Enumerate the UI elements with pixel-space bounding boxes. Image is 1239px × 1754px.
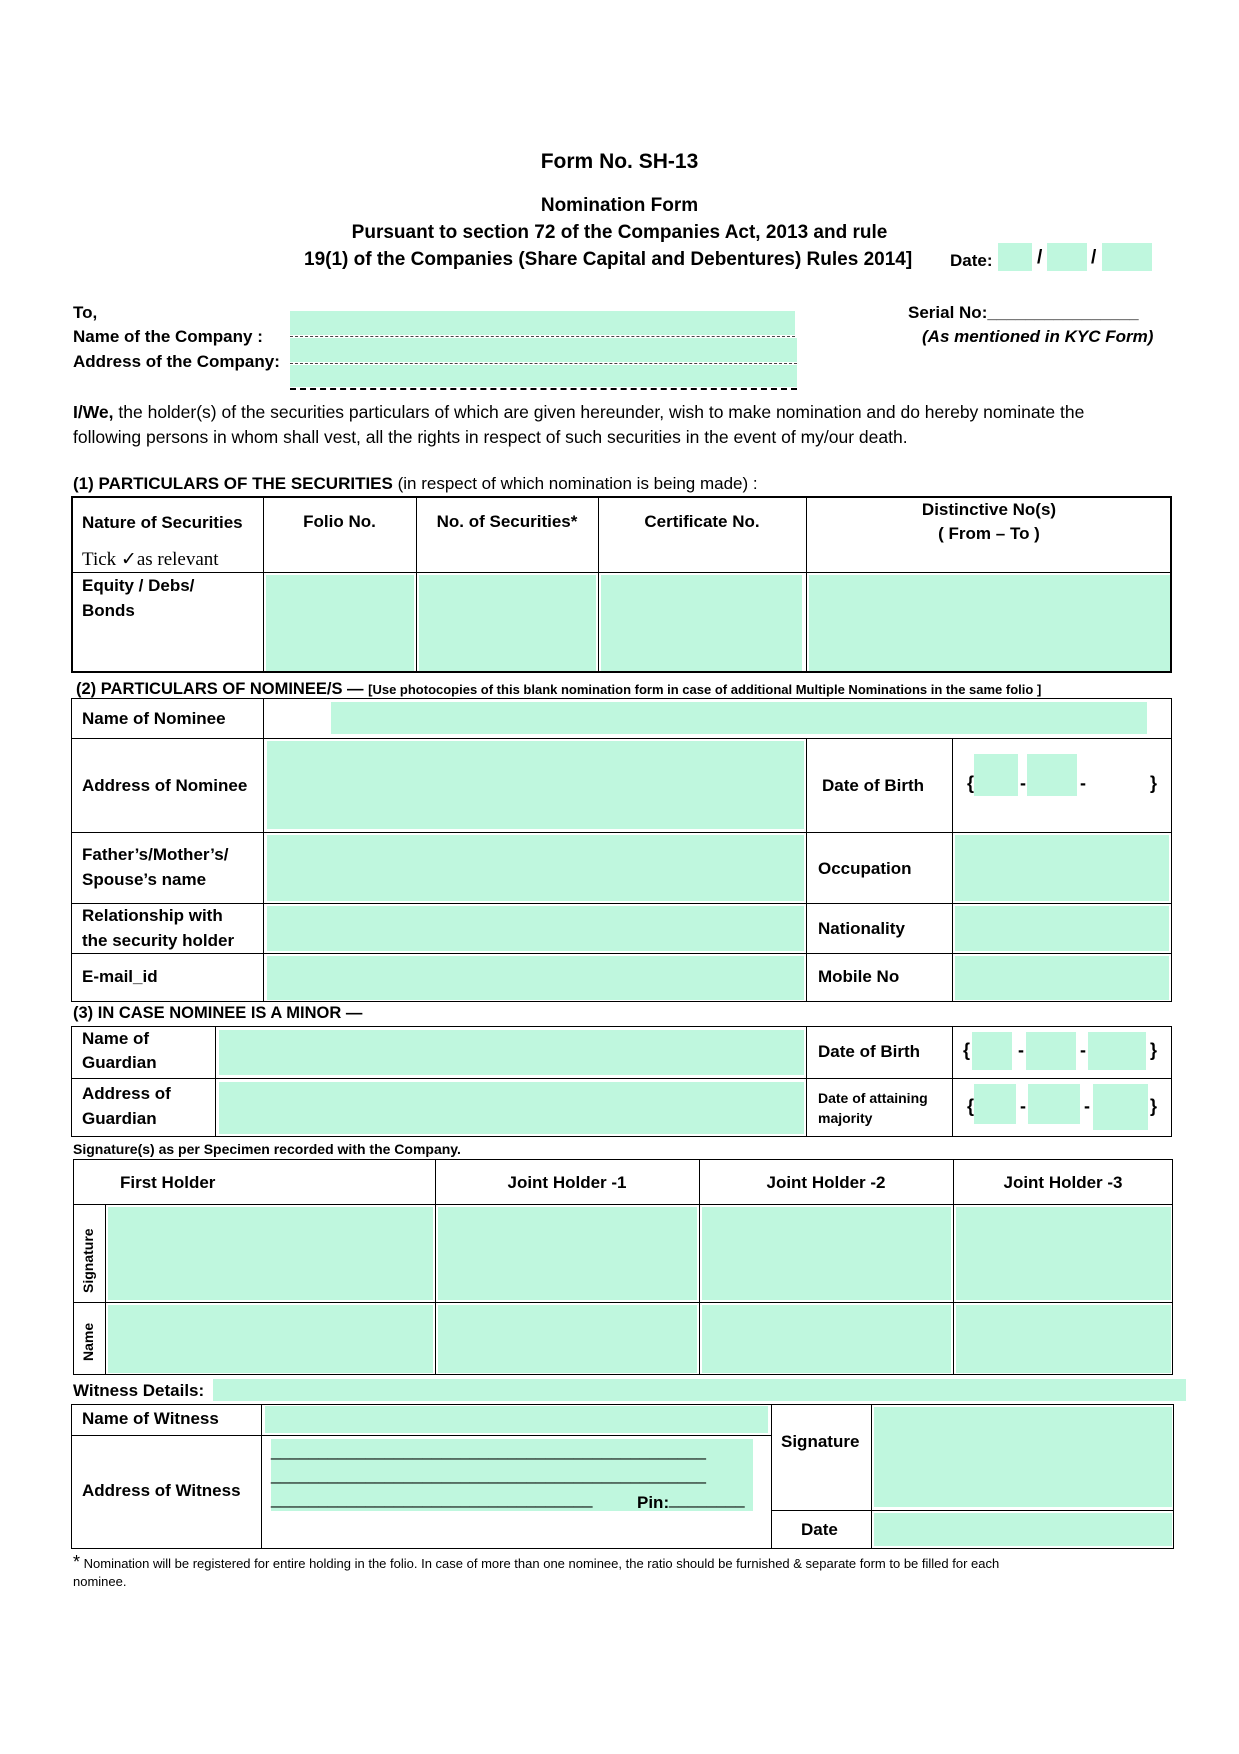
majority-month-field[interactable] [1028,1084,1080,1124]
nominee-address-label: Address of Nominee [82,776,248,795]
witness-date-field[interactable] [874,1513,1172,1546]
witness-name-label: Name of Witness [82,1409,219,1428]
company-address-label: Address of the Company: [73,352,280,371]
witness-address-line-2: ______________________________________________ [271,1465,706,1484]
minor-dob-year-field[interactable] [1088,1032,1146,1070]
col-distinctive-from-to: ( From – To ) [938,524,1040,543]
signature-note: Signature(s) as per Specimen recorded with the Company. [73,1141,461,1157]
witness-row-divider-right [771,1510,1174,1511]
form-title: Nomination Form [540,195,699,216]
intro-paragraph [73,400,1173,450]
relationship-label-1: Relationship with [82,906,223,925]
nominee-row-divider-2 [71,832,1172,833]
majority-dash-1: - [1020,1096,1026,1116]
witness-name-field[interactable] [265,1406,768,1433]
date-label: Date: [950,251,993,270]
witness-date-label: Date [801,1520,838,1539]
signature-row-divider-1 [73,1204,1173,1205]
section3-title: (3) IN CASE NOMINEE IS A MINOR — [73,1004,363,1022]
signature-row-divider-2 [73,1302,1173,1303]
email-field[interactable] [267,956,804,1000]
witness-signature-label: Signature [781,1432,860,1451]
witness-signature-field[interactable] [874,1407,1172,1507]
intro-text: the holder(s) of the securities particulars of which are given hereunder, wish to make nomination and do hereby nominate the [113,402,1085,422]
joint-holder-2-signature-field[interactable] [702,1207,951,1300]
guardian-address-label-2: Guardian [82,1109,157,1128]
section1-title-bold: (1) PARTICULARS OF THE SECURITIES [73,474,393,493]
joint-holder-1-name-field[interactable] [438,1305,697,1373]
date-sep-1: / [1037,247,1043,268]
majority-brace-open: { [967,1096,975,1116]
col-no-of-securities: No. of Securities* [436,512,578,531]
folio-no-field[interactable] [266,575,414,671]
section2-title-note: [Use photocopies of this blank nomination form in case of additional Multiple Nominations in the same folio ] [368,682,1042,697]
witness-row-divider-left [71,1435,771,1436]
footnote-star: * [73,1552,81,1572]
distinctive-no-field[interactable] [809,575,1170,671]
form-number: Form No. SH-13 [540,150,699,173]
kyc-note: (As mentioned in KYC Form) [922,327,1154,346]
joint-holder-2-header: Joint Holder -2 [766,1173,886,1192]
to-label: To, [73,303,98,322]
company-name-field[interactable] [290,311,795,335]
majority-year-field[interactable] [1093,1084,1148,1130]
nominee-col-divider-2 [806,738,807,1002]
minor-col-divider-2 [806,1026,807,1137]
minor-col-divider-1 [215,1026,216,1137]
col-folio-no: Folio No. [303,512,376,531]
name-row-label: Name [80,1322,96,1361]
majority-label-2: majority [818,1110,873,1126]
nominee-dob-day-field[interactable] [974,754,1018,796]
section2-title [76,678,1041,699]
date-day-field[interactable] [998,243,1032,271]
joint-holder-2-name-field[interactable] [702,1305,951,1373]
minor-dob-dash-2: - [1080,1040,1086,1060]
section1-title-rest: (in respect of which nomination is being made) : [392,474,758,493]
intro-bold: I/We, [73,402,114,422]
col-distinctive-no: Distinctive No(s) [921,500,1057,519]
witness-col-divider-1 [261,1404,262,1549]
mobile-label: Mobile No [818,967,900,986]
witness-title: Witness Details: [73,1381,205,1400]
first-holder-name-field[interactable] [108,1305,433,1373]
company-address-line-2 [290,388,797,390]
nominee-row-divider-4 [71,953,1172,954]
row-bonds: Bonds [82,601,135,620]
nominee-dob-dash-2: - [1080,773,1086,793]
majority-label-1: Date of attaining [818,1090,928,1106]
guardian-name-label-2: Guardian [82,1053,157,1072]
no-of-securities-field[interactable] [419,575,596,671]
minor-dob-month-field[interactable] [1026,1032,1076,1070]
row-equity-debs: Equity / Debs/ [82,576,195,595]
company-address-field-2[interactable] [290,365,797,387]
certificate-no-field[interactable] [601,575,802,671]
form-subtitle-2: 19(1) of the Companies (Share Capital and Debentures) Rules 2014] [304,249,913,270]
form-subtitle-1: Pursuant to section 72 of the Companies Act, 2013 and rule [351,222,888,243]
guardian-address-field[interactable] [219,1082,804,1134]
mobile-field[interactable] [955,956,1169,1000]
nominee-name-field[interactable] [331,702,1147,734]
majority-day-field[interactable] [974,1084,1016,1124]
witness-pin-label: Pin: [637,1493,670,1512]
witness-address-line-1: ______________________________________________ [271,1441,706,1460]
nominee-row-divider-1 [71,738,1172,739]
nationality-label: Nationality [818,919,905,938]
company-address-line-1 [290,363,797,364]
company-name-label: Name of the Company : [73,327,263,346]
first-holder-header: First Holder [120,1173,216,1192]
relationship-label-2: the security holder [82,931,235,950]
nominee-dob-label: Date of Birth [822,776,924,795]
witness-pin-line: ________ [669,1489,745,1508]
nominee-dob-month-field[interactable] [1027,754,1077,796]
signature-label-col-divider [105,1204,106,1375]
witness-address-label: Address of Witness [82,1481,241,1500]
tick-note: Tick ✓as relevant [82,549,219,570]
guardian-address-label-1: Address of [82,1084,171,1103]
witness-details-field[interactable] [213,1379,1186,1401]
joint-holder-1-header: Joint Holder -1 [507,1173,627,1192]
securities-row-divider [71,572,1172,573]
nominee-dob-brace-close: } [1150,773,1158,793]
nominee-address-field[interactable] [267,741,804,829]
minor-col-divider-3 [952,1026,953,1137]
witness-col-divider-2 [771,1404,772,1549]
first-holder-signature-field[interactable] [108,1207,433,1300]
parent-name-label-2: Spouse’s name [82,870,207,889]
guardian-name-label-1: Name of [82,1029,150,1048]
intro-text-2: following persons in whom shall vest, all the rights in respect of such securities in the event of my/our death. [73,427,908,447]
serial-number: Serial No:________________ [908,303,1139,322]
witness-address-line-3: __________________________________ [271,1489,593,1508]
nominee-dob-dash-1: - [1020,773,1026,793]
parent-name-field[interactable] [267,835,804,901]
col-nature-of-securities: Nature of Securities [82,513,243,532]
date-sep-2: / [1091,247,1097,268]
footnote-text: Nomination will be registered for entire holding in the folio. In case of more than one nominee, the ratio should be furnished & separate form to be filled for each [80,1556,1000,1571]
guardian-name-field[interactable] [219,1030,804,1075]
company-address-field[interactable] [290,338,797,362]
relationship-field[interactable] [267,906,804,951]
signature-row-label: Signature [80,1228,96,1293]
minor-dob-label: Date of Birth [818,1042,920,1061]
section1-title [73,474,758,494]
footnote-text-2: nominee. [73,1574,127,1589]
joint-holder-3-header: Joint Holder -3 [1003,1173,1123,1192]
nominee-col-divider-3 [952,738,953,1002]
majority-dash-2: - [1084,1096,1090,1116]
joint-holder-1-signature-field[interactable] [438,1207,697,1300]
joint-holder-3-name-field[interactable] [956,1305,1171,1373]
parent-name-label-1: Father’s/Mother’s/ [82,845,229,864]
minor-dob-brace-open: { [963,1040,971,1060]
date-year-field[interactable] [1102,243,1152,271]
email-label: E-mail_id [82,967,158,986]
company-name-line [290,336,795,337]
nominee-row-divider-3 [71,903,1172,904]
majority-brace-close: } [1150,1096,1158,1116]
nominee-col-divider-1 [263,698,264,1002]
section2-title-bold: (2) PARTICULARS OF NOMINEE/S — [76,680,369,698]
footnote [73,1553,1183,1591]
occupation-label: Occupation [818,859,912,878]
nationality-field[interactable] [955,906,1169,951]
nominee-name-label: Name of Nominee [82,709,226,728]
minor-dob-day-field[interactable] [972,1032,1012,1070]
witness-col-divider-3 [871,1404,872,1549]
date-month-field[interactable] [1047,243,1087,271]
occupation-field[interactable] [955,835,1169,901]
nominee-dob-brace-open: { [967,773,975,793]
minor-row-divider [71,1078,1172,1079]
minor-dob-brace-close: } [1150,1040,1158,1060]
col-certificate-no: Certificate No. [644,512,760,531]
joint-holder-3-signature-field[interactable] [956,1207,1171,1300]
minor-dob-dash-1: - [1018,1040,1024,1060]
